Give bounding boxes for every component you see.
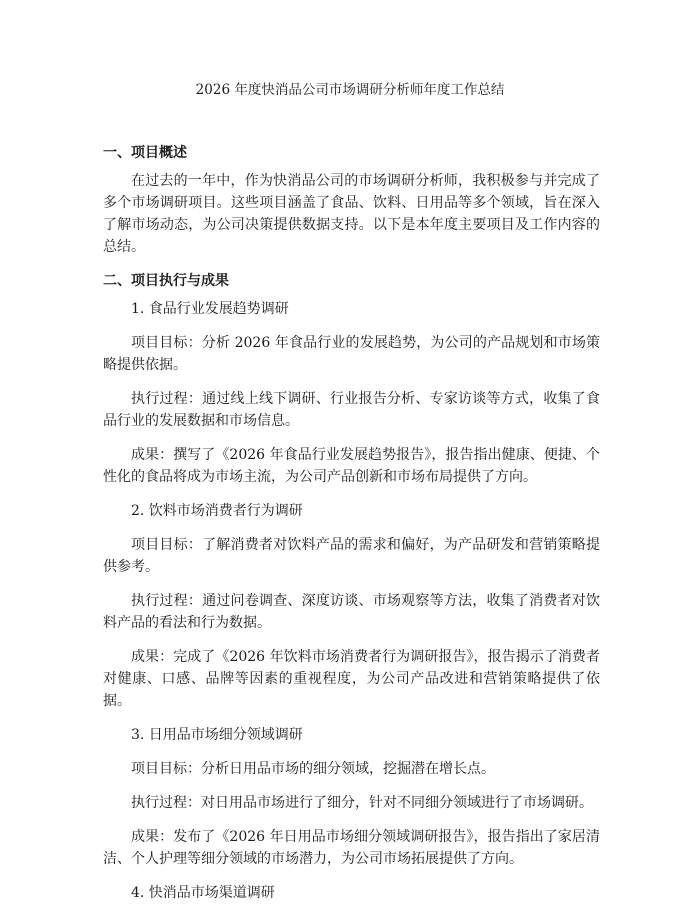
overview-paragraph: 在过去的一年中，作为快消品公司的市场调研分析师，我积极参与并完成了多个市场调研项目。这些项目涵盖了食品、饮料、日用品等多个领域，旨在深入了解市场动态，为公司决策提供数据支持。以下是本年度主要项目及工作内容的总结。 bbox=[103, 173, 600, 255]
project-2-result: 成果：完成了《2026 年饮料市场消费者行为调研报告》，报告揭示了消费者对健康、口感、品牌等因素的重视程度，为公司产品改进和营销策略提供了依据。 bbox=[103, 649, 600, 709]
project-3-goal: 项目目标：分析日用品市场的细分领域，挖掘潜在增长点。 bbox=[131, 761, 495, 777]
project-3-result: 成果：发布了《2026 年日用品市场细分领域调研报告》，报告指出了家居清洁、个人护理等细分领域的市场潜力，为公司市场拓展提供了方向。 bbox=[103, 829, 600, 867]
document-body bbox=[103, 142, 600, 904]
project-title-3: 3. 日用品市场细分领域调研 bbox=[131, 727, 303, 743]
project-1-goal: 项目目标：分析 2026 年食品行业的发展趋势，为公司的产品规划和市场策略提供依据。 bbox=[103, 335, 600, 373]
project-2-process: 执行过程：通过问卷调查、深度访谈、市场观察等方法，收集了消费者对饮料产品的看法和行为数据。 bbox=[103, 593, 600, 631]
project-2-goal: 项目目标：了解消费者对饮料产品的需求和偏好，为产品研发和营销策略提供参考。 bbox=[103, 537, 600, 575]
project-1-result: 成果：撰写了《2026 年食品行业发展趋势报告》，报告指出健康、便捷、个性化的食品将成为市场主流，为公司产品创新和市场布局提供了方向。 bbox=[103, 447, 600, 485]
section-heading-overview: 一、项目概述 bbox=[103, 145, 187, 161]
project-title-1: 1. 食品行业发展趋势调研 bbox=[131, 301, 289, 317]
project-title-2: 2. 饮料市场消费者行为调研 bbox=[131, 503, 303, 519]
document-title: 2026 年度快消品公司市场调研分析师年度工作总结 bbox=[195, 82, 505, 98]
project-title-4: 4. 快消品市场渠道调研 bbox=[131, 885, 275, 901]
section-heading-execution: 二、项目执行与成果 bbox=[103, 273, 229, 289]
project-3-process: 执行过程：对日用品市场进行了细分，针对不同细分领域进行了市场调研。 bbox=[131, 795, 593, 811]
project-1-process: 执行过程：通过线上线下调研、行业报告分析、专家访谈等方式，收集了食品行业的发展数据和市场信息。 bbox=[103, 391, 600, 429]
